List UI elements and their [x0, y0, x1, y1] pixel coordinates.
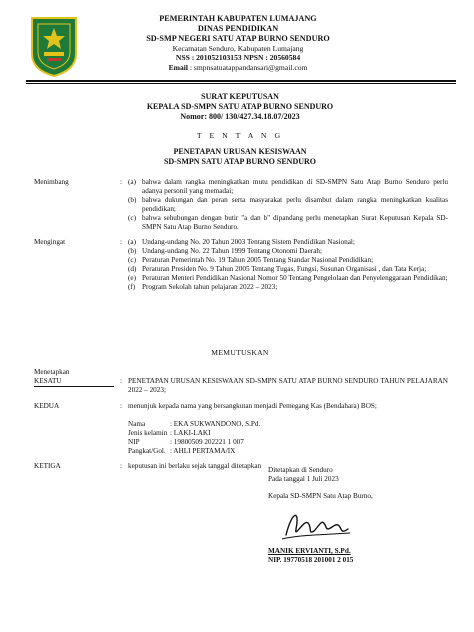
menimbang-item [128, 196, 448, 214]
signatory-nip: NIP. 19770518 201001 2 015 [268, 556, 354, 564]
field-value: : 19800509 202221 1 007 [170, 438, 244, 446]
kesatu-underline [34, 386, 114, 387]
letterhead-email [88, 63, 388, 72]
regency-emblem-logo [28, 14, 80, 78]
mengingat-item [128, 238, 448, 247]
letterhead-divider-thin [26, 83, 456, 84]
item-number: (a) [128, 178, 136, 186]
ketiga-colon: : [120, 462, 122, 470]
menimbang-colon: : [120, 178, 122, 186]
signature-place: Ditetapkan di Senduro [268, 466, 333, 474]
menimbang-item [128, 178, 448, 196]
field-value: : EKA SUKWANDONO, S.Pd. [170, 420, 261, 428]
appointee-gender-row [128, 429, 211, 438]
appointee-name-row [128, 420, 260, 429]
field-value: : LAKI-LAKI [170, 429, 211, 437]
ketiga-label: KETIGA [34, 462, 61, 470]
kesatu-colon: : [120, 377, 122, 385]
field-label: NIP [128, 438, 140, 446]
letterhead-government: PEMERINTAH KABUPATEN LUMAJANG [159, 14, 317, 23]
signature-role: Kepala SD-SMPN Satu Atap Burno, [268, 492, 373, 500]
item-number: (e) [128, 274, 136, 282]
menimbang-list [128, 178, 448, 232]
kedua-text: menunjuk kepada nama yang bersangkutan menjadi Pemegang Kas (Bendahara) BOS; [128, 402, 377, 410]
decree-subject-line1: PENETAPAN URUSAN KESISWAAN [173, 147, 307, 156]
item-text: bahwa dukungan dan peran serta masyarakat perlu disambut dalam rangka meningkatkan kualitas pendidikan; [142, 196, 448, 213]
item-number: (d) [128, 265, 137, 273]
item-text: bahwa dalam rangka meningkatkan mutu pendidikan di SD-SMPN Satu Atap Burno Senduro perlu adanya personil yang memadai; [142, 178, 448, 195]
appointee-rank-row [128, 447, 235, 456]
signatory-name: MANIK ERVIANTI, S.Pd. [268, 547, 351, 555]
ketiga-text: keputusan ini berlaku sejak tanggal ditetapkan [128, 462, 262, 470]
mengingat-list [128, 238, 448, 292]
item-number: (b) [128, 196, 137, 204]
mengingat-item [128, 247, 448, 256]
item-number: (a) [128, 238, 136, 246]
memutuskan-heading: MEMUTUSKAN [211, 348, 269, 357]
item-number: (b) [128, 247, 137, 255]
appointee-nip-row [128, 438, 244, 447]
letterhead-agency: DINAS PENDIDIKAN [197, 23, 279, 33]
menimbang-item [128, 214, 448, 232]
item-text: Peraturan Pemerintah No. 19 Tahun 2005 Tentang Standar Nasional Pendidikan; [142, 256, 374, 264]
signatory [268, 547, 458, 565]
letterhead [88, 14, 388, 72]
letterhead-divider-thick [26, 80, 456, 82]
letterhead-nss-npsn: NSS : 201052103153 NPSN : 20560584 [175, 53, 301, 63]
mengingat-item [128, 283, 448, 292]
item-text: Undang-undang No. 22 Tahun 1999 Tentang Otonomi Daerah; [142, 247, 322, 255]
item-number: (c) [128, 214, 136, 222]
decree-title-line2: KEPALA SD-SMPN SATU ATAP BURNO SENDURO [146, 102, 334, 111]
item-text: bahwa sehubungan dengan butir "a dan b" dipandang perlu menetapkan Surat Keputusan Kepala SD-SMPN Satu Atap Burno Senduro. [142, 214, 448, 231]
field-value: : AHLI PERTAMA/IX [170, 447, 236, 455]
decree-subject [80, 147, 400, 167]
decree-number: Nomor: 800/ 130/427.34.18.07/2023 [180, 112, 300, 121]
signature-date: Pada tanggal 1 Juli 2023 [268, 475, 339, 483]
decree-subject-line2: SD-SMPN SATU ATAP BURNO SENDURO [163, 157, 316, 166]
mengingat-colon: : [120, 238, 122, 246]
email-label: Email [168, 62, 188, 72]
item-text: Undang-undang No. 20 Tahun 2003 Tentang Sistem Pendidikan Nasional; [142, 238, 355, 246]
item-number: (c) [128, 256, 136, 264]
decree-title [80, 92, 400, 122]
signature-place-date [268, 466, 458, 501]
mengingat-item [128, 265, 448, 274]
mengingat-item [128, 274, 448, 283]
menetapkan-label: Menetapkan [34, 368, 70, 376]
tentang-heading: T E N T A N G [196, 131, 284, 140]
mengingat-item [128, 256, 448, 265]
kedua-label: KEDUA [34, 402, 60, 410]
letterhead-address: Kecamatan Senduro, Kabupaten Lumajang [172, 43, 304, 53]
handwritten-signature [278, 505, 358, 545]
item-number: (f) [128, 283, 136, 291]
mengingat-label: Mengingat [34, 238, 66, 246]
menimbang-label: Menimbang [34, 178, 69, 186]
field-label: Jenis kelamin [128, 429, 168, 437]
email-value: : smpnsatuatappandansari@gmail.com [189, 62, 308, 72]
kesatu-label: KESATU [34, 377, 62, 385]
item-text: Program Sekolah tahun pelajaran 2022 – 2023; [142, 283, 278, 291]
decree-title-line1: SURAT KEPUTUSAN [201, 92, 279, 101]
item-text: Peraturan Menteri Pendidikan Nasional Nomor 50 Tentang Pengelolaan dan Penyelenggaraan Pendidikan; [142, 274, 448, 282]
field-label: Nama [128, 420, 146, 428]
kesatu-text: PENETAPAN URUSAN KESISWAAN SD-SMPN SATU ATAP BURNO SENDURO TAHUN PELAJARAN 2022 – 2023; [128, 377, 448, 394]
field-label: Pangkat/Gol. [128, 447, 166, 455]
kedua-colon: : [120, 402, 122, 410]
item-text: Peraturan Presiden No. 9 Tahun 2005 Tentang Tugas, Fungsi, Susunan Organisasi , dan Tata Kerja; [142, 265, 427, 273]
letterhead-school: SD-SMP NEGERI SATU ATAP BURNO SENDURO [146, 33, 330, 43]
